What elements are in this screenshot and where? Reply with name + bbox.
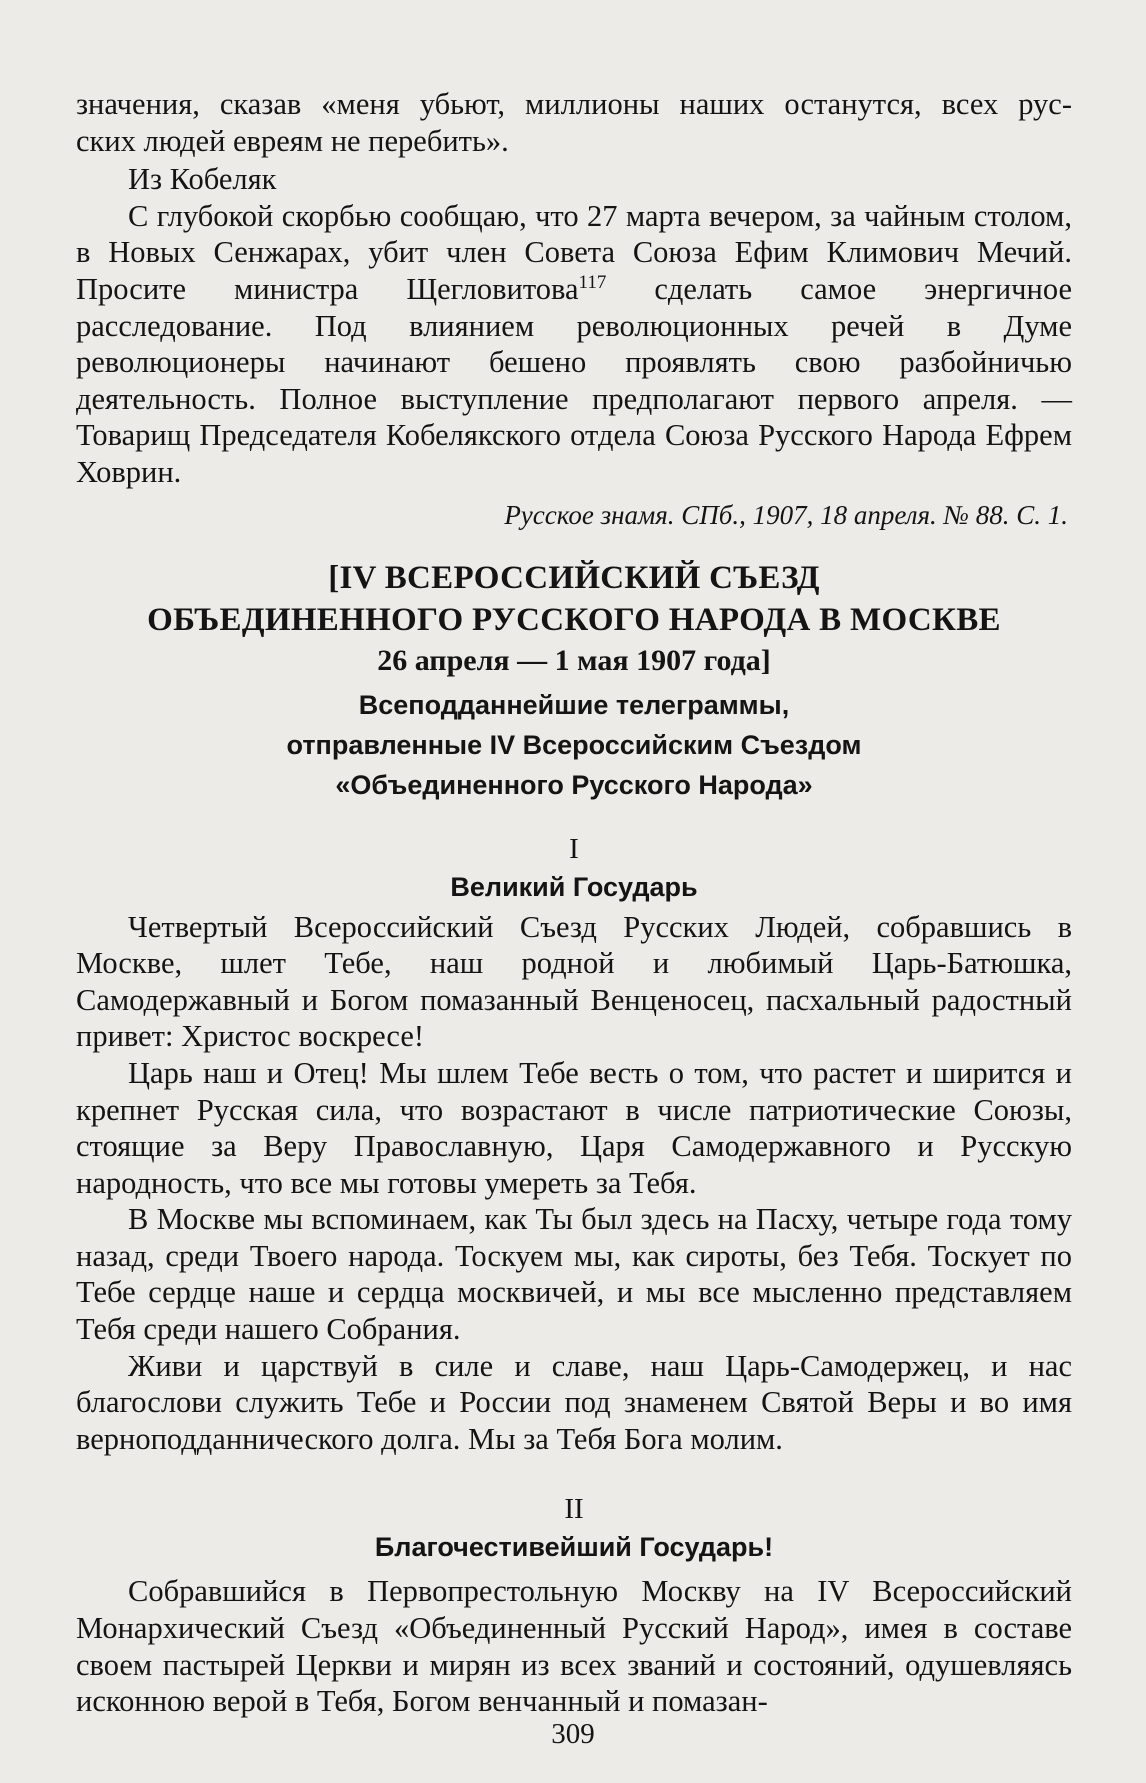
section-subtitle-line-2: отправленные IV Всероссийским Съездом [286, 729, 862, 760]
part-1-paragraph-1: Четвертый Всероссийский Съезд Русских Людей, собравшись в Москве, шлет Тебе, наш родной и любимый Царь-Батюшка, Самодержавный и Богом помазанный Венценосец, пасхальный радостный привет: Христос воскресе! [76, 909, 1072, 1054]
telegram-text-part2: сделать самое энергичное расследование. Под влиянием революционных речей в Думе революционеры начинают бешено проявлять свою разбойничью деятельность. Полное выступление предполагают первого апреля. — Товарищ Председателя Кобелякского отдела Союза Русского Народа Ефрем Ховрин. [76, 271, 1072, 489]
part-2-numeral: II [564, 1493, 584, 1526]
telegram-text-part1: С глубокой скорбью сообщаю, что 27 марта вечером, за чайным столом, в Новых Сенжарах, убит член Совета Союза Ефим Климович Мечий. Просите министра Щегловитова [76, 198, 1072, 306]
intro-line-1: значения, сказав «меня убьют, миллионы наших останутся, всех рус- [76, 87, 1072, 121]
page-body [76, 86, 1072, 1720]
page-number: 309 [551, 1718, 595, 1750]
section-dates: 26 апреля — 1 мая 1907 года] [377, 643, 771, 677]
part-1-paragraph-2: Царь наш и Отец! Мы шлем Тебе весть о том, что растет и ширится и крепнет Русская сила, что возрастают в числе патриотические Союзы, стоящие за Веру Православную, Царя Самодержавного и Русскую народность, что все мы готовы умереть за Тебя. [76, 1055, 1072, 1200]
section-subtitle-line-3: «Объединенного Русского Народа» [335, 769, 813, 800]
source-citation: Русское знамя. СПб., 1907, 18 апреля. № 88. С. 1. [504, 499, 1068, 530]
part-2-address: Благочестивейший Государь! [374, 1532, 774, 1563]
footnote-ref: 117 [578, 271, 607, 293]
telegram-origin: Из Кобеляк [128, 162, 277, 197]
section-title-line-1: [IV ВСЕРОССИЙСКИЙ СЪЕЗД [328, 559, 820, 596]
part-1-address: Великий Государь [450, 871, 698, 902]
telegram-text [76, 198, 1072, 491]
section-title-line-2: ОБЪЕДИНЕННОГО РУССКОГО НАРОДА В МОСКВЕ [147, 601, 1001, 638]
intro-line-2: ских людей евреям не перебить». [76, 123, 509, 158]
section-subtitle-line-1: Всеподданнейшие телеграммы, [358, 689, 790, 720]
part-2-paragraph-1: Собравшийся в Первопрестольную Москву на IV Всероссийский Монархический Съезд «Объединенный Русский Народ», имея в составе своем пастырей Церкви и мирян из всех званий и состояний, одушевляясь исконною верой в Тебя, Богом венчанный и помазан- [76, 1574, 1072, 1719]
part-1-paragraph-3: В Москве мы вспоминаем, как Ты был здесь на Пасху, четыре года тому назад, среди Твоего народа. Тоскуем мы, как сироты, без Тебя. Тоскует по Тебе сердце наше и сердца москвичей, и мы все мысленно представляем Тебя среди нашего Собрания. [76, 1202, 1072, 1347]
part-1-numeral: I [569, 832, 579, 865]
part-1-paragraph-4: Живи и царствуй в силе и славе, наш Царь-Самодержец, и нас благослови служить Тебе и России под знаменем Святой Веры и во имя верноподданнического долга. Мы за Тебя Бога молим. [76, 1348, 1072, 1456]
